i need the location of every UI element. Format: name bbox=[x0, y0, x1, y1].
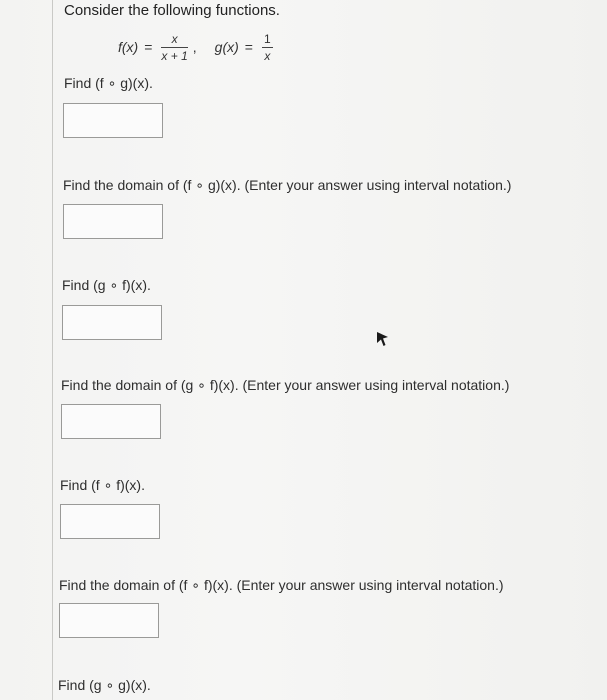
left-divider bbox=[52, 0, 53, 700]
prompt-f-of-f: Find (f ∘ f)(x). bbox=[60, 477, 145, 493]
prompt-g-of-g: Find (g ∘ g)(x). bbox=[58, 677, 151, 693]
f-denominator: x + 1 bbox=[161, 48, 188, 63]
function-definitions bbox=[118, 30, 276, 64]
f-fraction-bar bbox=[161, 47, 187, 48]
f-fraction bbox=[161, 32, 187, 63]
prompt-domain-g-of-f: Find the domain of (g ∘ f)(x). (Enter your answer using interval notation.) bbox=[61, 377, 510, 393]
mouse-pointer-icon bbox=[376, 331, 390, 347]
f-equals: = bbox=[144, 39, 153, 55]
answer-input-domain-g-of-f[interactable] bbox=[61, 404, 161, 439]
g-fraction bbox=[262, 32, 273, 63]
problem-intro: Consider the following functions. bbox=[64, 2, 280, 19]
function-separator: , bbox=[192, 39, 197, 55]
f-numerator: x bbox=[171, 31, 178, 46]
prompt-g-of-f: Find (g ∘ f)(x). bbox=[62, 277, 151, 293]
answer-input-g-of-f[interactable] bbox=[62, 305, 162, 340]
answer-input-f-of-f[interactable] bbox=[60, 504, 160, 539]
answer-input-domain-f-of-g[interactable] bbox=[63, 204, 163, 239]
g-denominator: x bbox=[264, 48, 271, 63]
prompt-domain-f-of-g: Find the domain of (f ∘ g)(x). (Enter your answer using interval notation.) bbox=[63, 177, 512, 193]
prompt-f-of-g: Find (f ∘ g)(x). bbox=[64, 75, 153, 91]
g-equals: = bbox=[244, 39, 253, 55]
g-numerator: 1 bbox=[263, 31, 271, 46]
answer-input-f-of-g[interactable] bbox=[63, 103, 163, 138]
g-fraction-bar bbox=[262, 47, 273, 48]
prompt-domain-f-of-f: Find the domain of (f ∘ f)(x). (Enter your answer using interval notation.) bbox=[59, 577, 504, 593]
g-label: g(x) bbox=[214, 39, 239, 55]
answer-input-domain-f-of-f[interactable] bbox=[59, 603, 159, 638]
f-label: f(x) bbox=[118, 39, 139, 55]
